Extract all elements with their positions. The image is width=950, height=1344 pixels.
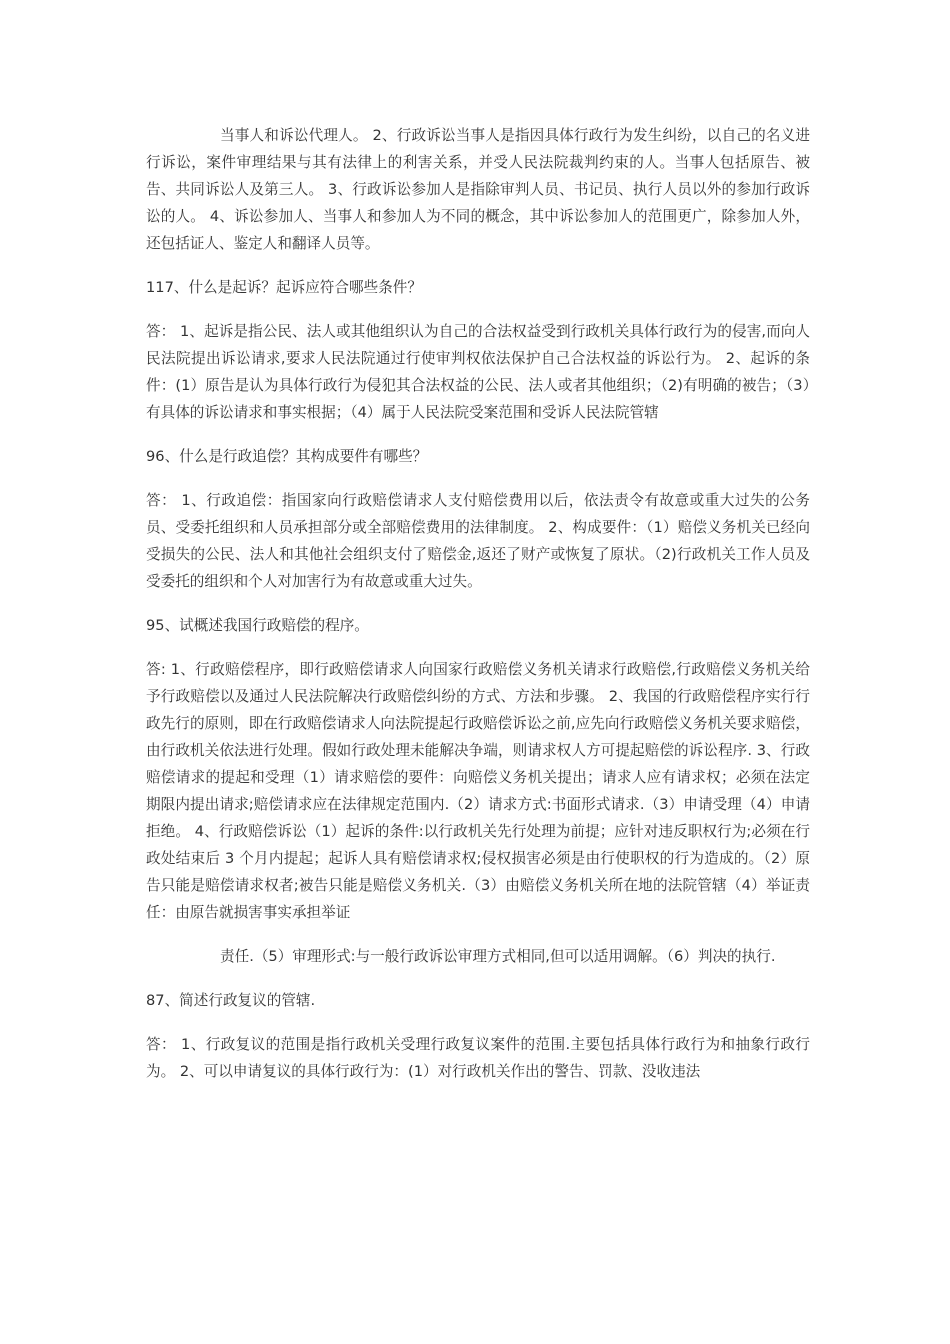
question-95: 95、试概述我国行政赔偿的程序。 — [146, 617, 369, 634]
question-117: 117、什么是起诉？起诉应符合哪些条件？ — [146, 279, 422, 296]
paragraph-continuation: 当事人和诉讼代理人。 2、行政诉讼当事人是指因具体行政行为发生纠纷，以自己的名义进行诉讼，案件审理结果与其有法律上的利害关系，并受人民法院裁判约束的人。当事人包括原告、被告、共同诉讼人及第三人。 3、行政诉讼参加人是指除审判人员、书记员、执行人员以外的参加行政诉讼的人。 4、诉讼参加人、当事人和参加人为不同的概念，其中诉讼参加人的范围更广，除参加人外，还包括证人、鉴定人和翻译人员等。 — [146, 127, 810, 252]
question-87: 87、简述行政复议的管辖. — [146, 992, 316, 1009]
document-body — [146, 122, 810, 1102]
answer-96: 答： 1、行政追偿：指国家向行政赔偿请求人支付赔偿费用以后，依法责令有故意或重大过失的公务员、受委托组织和人员承担部分或全部赔偿费用的法律制度。 2、构成要件：（1）赔偿义务机关已经向受损失的公民、法人和其他社会组织支付了赔偿金,返还了财产或恢复了原状。（2)行政机关工作人员及受委托的组织和个人对加害行为有故意或重大过失。 — [146, 492, 810, 590]
question-96: 96、什么是行政追偿？其构成要件有哪些？ — [146, 448, 428, 465]
answer-95: 答: 1、行政赔偿程序，即行政赔偿请求人向国家行政赔偿义务机关请求行政赔偿,行政赔偿义务机关给予行政赔偿以及通过人民法院解决行政赔偿纠纷的方式、方法和步骤。 2、我国的行政赔偿程序实行行政先行的原则，即在行政赔偿请求人向法院提起行政赔偿诉讼之前,应先向行政赔偿义务机关要求赔偿，由行政机关依法进行处理。假如行政处理未能解决争端，则请求权人方可提起赔偿的诉讼程序. 3、行政赔偿请求的提起和受理（1）请求赔偿的要件：向赔偿义务机关提出；请求人应有请求权；必须在法定期限内提出请求;赔偿请求应在法律规定范围内.（2）请求方式:书面形式请求.（3）申请受理（4）申请拒绝。 4、行政赔偿诉讼（1）起诉的条件:以行政机关先行处理为前提；应针对违反职权行为;必须在行政处结束后 3 个月内提起；起诉人具有赔偿请求权;侵权损害必须是由行使职权的行为造成的。（2）原告只能是赔偿请求权者;被告只能是赔偿义务机关.（3）由赔偿义务机关所在地的法院管辖（4）举证责任：由原告就损害事实承担举证 — [146, 661, 810, 921]
answer-95-continuation: 责任.（5）审理形式:与一般行政诉讼审理方式相同,但可以适用调解。（6）判决的执行. — [220, 948, 776, 965]
answer-117: 答： 1、起诉是指公民、法人或其他组织认为自己的合法权益受到行政机关具体行政行为的侵害,而向人民法院提出诉讼请求,要求人民法院通过行使审判权依法保护自己合法权益的诉讼行为。 2、起诉的条件：(1）原告是认为具体行政行为侵犯其合法权益的公民、法人或者其他组织；（2)有明确的被告；（3）有具体的诉讼请求和事实根据；（4）属于人民法院受案范围和受诉人民法院管辖 — [146, 323, 810, 421]
answer-87: 答： 1、行政复议的范围是指行政机关受理行政复议案件的范围.主要包括具体行政行为和抽象行政行为。 2、可以申请复议的具体行政行为：(1）对行政机关作出的警告、罚款、没收违法 — [146, 1036, 810, 1080]
